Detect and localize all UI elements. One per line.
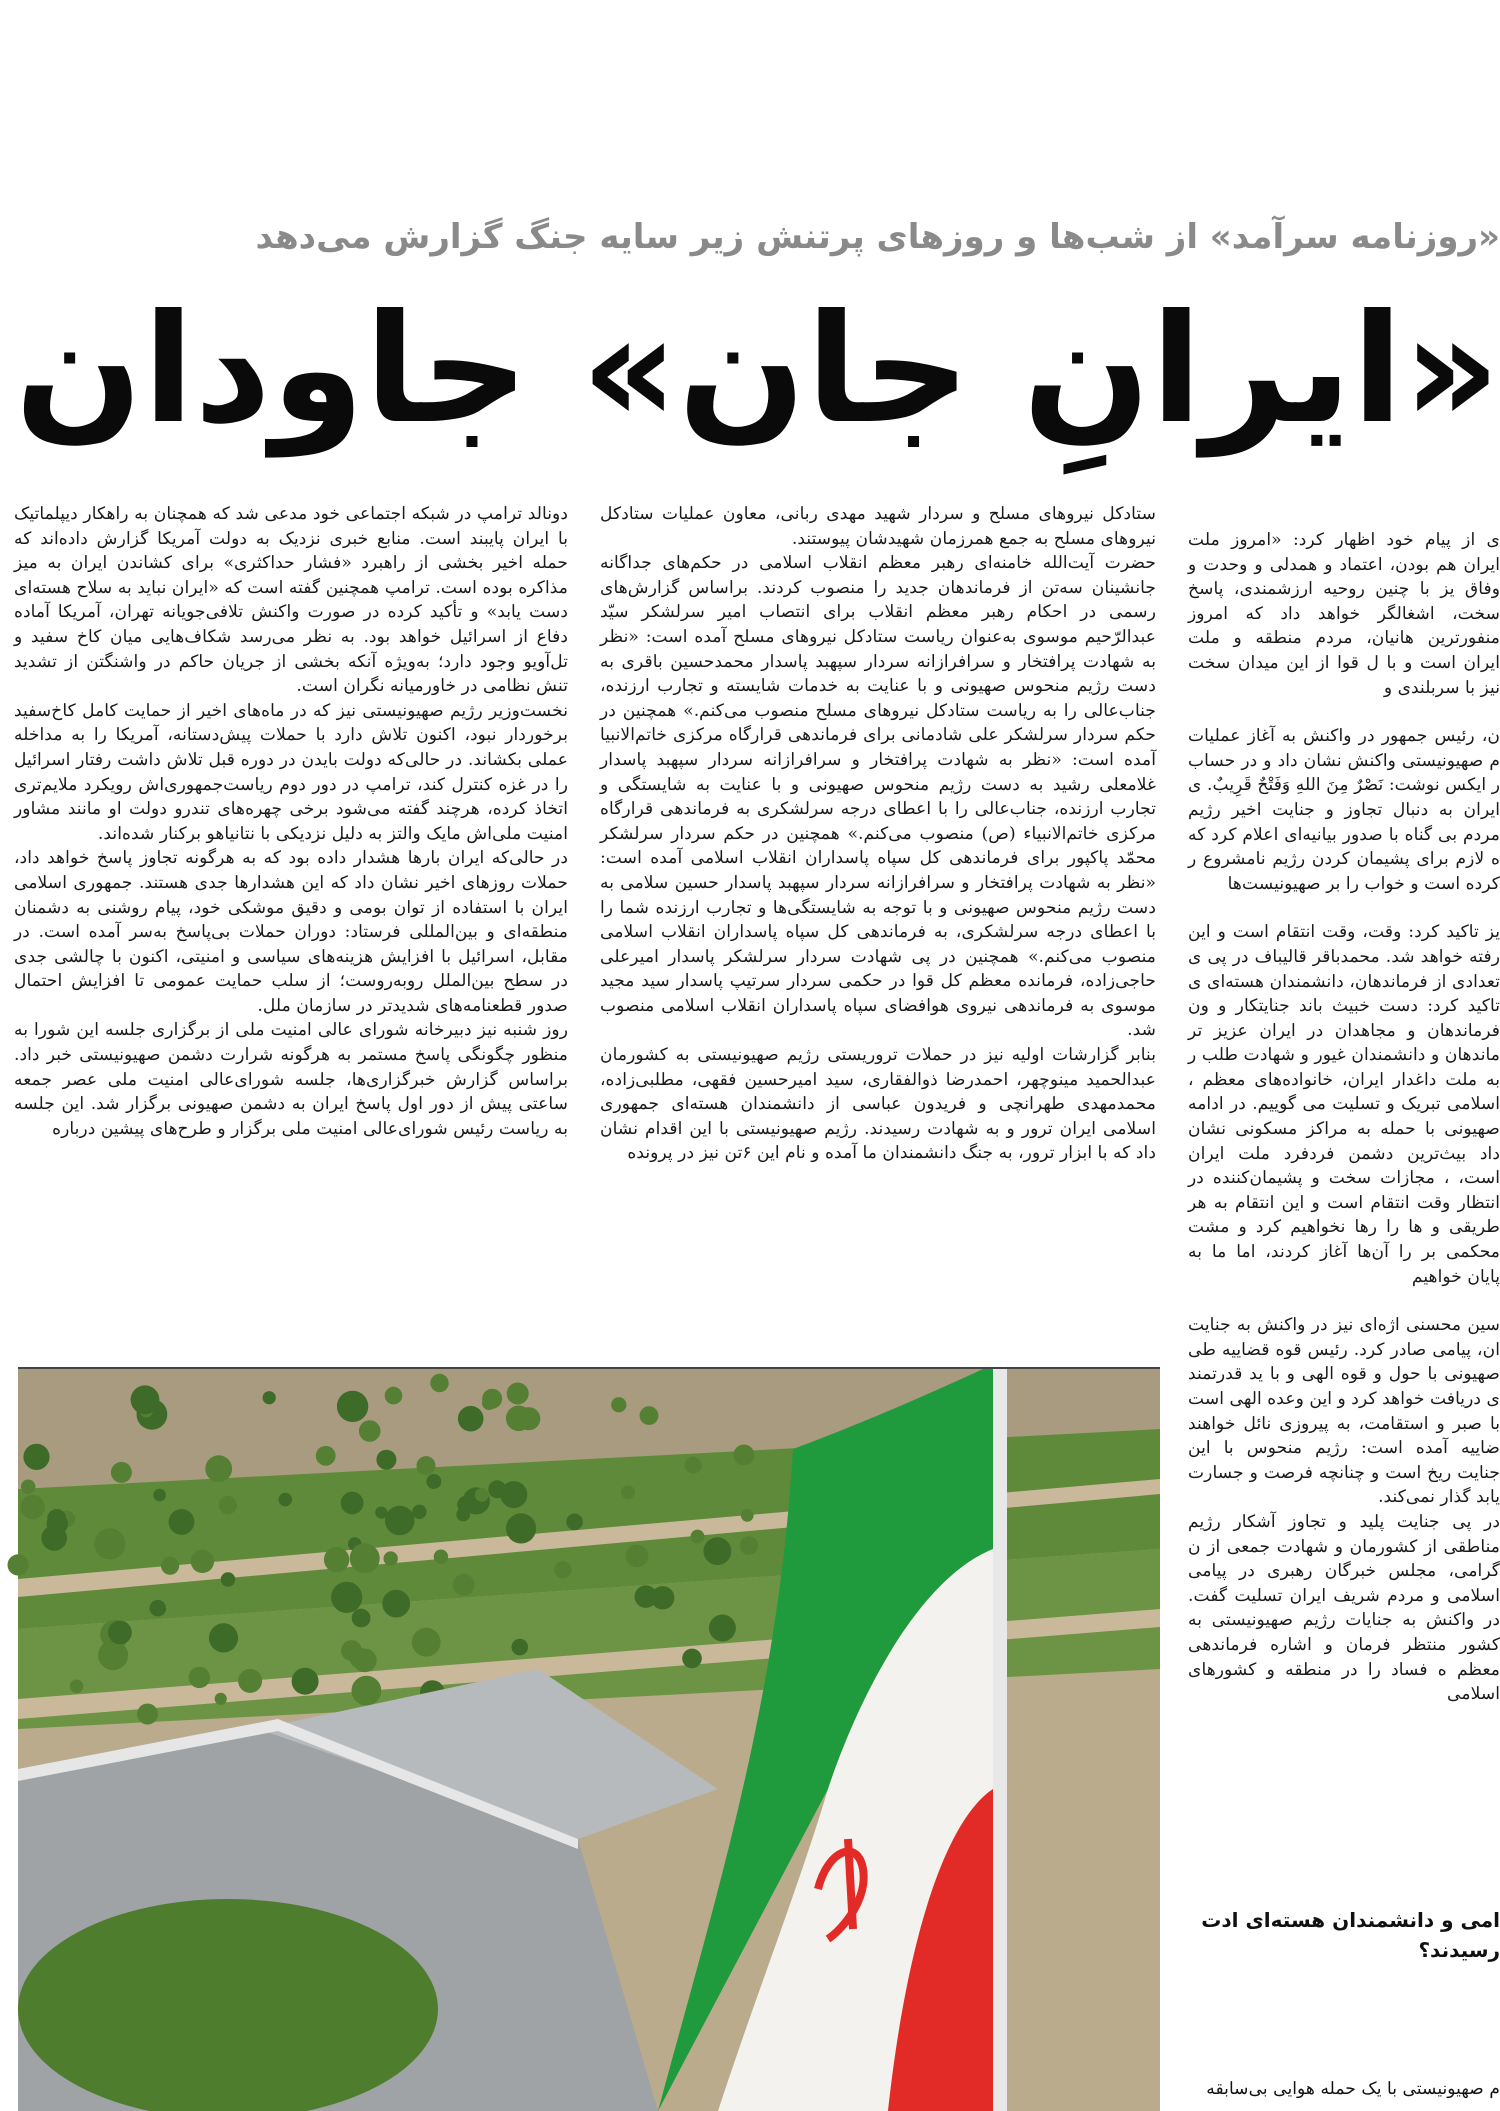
tree — [352, 1676, 382, 1706]
tree — [475, 1488, 489, 1502]
tree — [507, 1383, 529, 1405]
tree — [316, 1446, 336, 1466]
tree — [352, 1609, 371, 1628]
tree — [709, 1615, 736, 1642]
paragraph: نخست‌وزیر رژیم صهیونیستی نیز که در ماه‌های اخیر از حمایت کامل کاخ‌سفید برخوردار نبود، اکنون تلاش دارد با حملات پیش‌دستانه، آمریکا را به مداخله عملی بکشاند. در حالی‌که دولت بایدن در دوره قبل تلاش داشت رفتار اسرائیل را در غزه کنترل کند، ترامپ در دور دوم ریاست‌جمهوری‌اش رویکرد ملایم‌تری اتخاذ کرده، هرچند گفته می‌شود برخی چهره‌های تندرو دولت او مانند مشاور امنیت ملی‌اش مایک والتز به دلیل نزدیکی با نتانیاهو برکنار شده‌اند. — [14, 700, 568, 844]
tree — [359, 1420, 381, 1442]
tree — [385, 1506, 415, 1536]
paragraph: در حالی‌که ایران بارها هشدار داده بود که به هرگونه تجاوز پاسخ خواهد داد، حملات روزهای اخیر نشان داد که این هشدارها جدی هستند. جمهوری اسلامی ایران با استفاده از توان بومی و دقیق موشکی خود، پیام روشنی به دشمنان منطقه‌ای و بین‌المللی فرستاد: دوران حملات بی‌پاسخ به‌سر آمده است. در مقابل، اسرائیل با افزایش هزینه‌های سیاسی و امنیتی، اکنون با چالشی جدی در سطح بین‌الملل روبه‌روست؛ از سلب حمایت عمومی تا افزایش احتمال صدور قطعنامه‌های شدیدتر در سازمان ملل. — [14, 848, 568, 1016]
paragraph: ن، رئیس جمهور در واکنش به آغاز عملیات م صهیونیستی واکنش نشان داد و در حساب ر ایکس نوشت: نَصْرٌ مِنَ اللهِ وَفَتْحٌ قَرِیبٌ. ی ایران به دنبال تجاوز و جنایت اخیر رژیم مردم بی گناه با صدور بیانیه‌ای اعلام کرد که ه لازم برای پشیمان کردن رژیم نامشروع ر کرده است و خواب را بر صهیونیست‌ها — [1188, 726, 1500, 894]
tree — [691, 1530, 705, 1544]
tree — [8, 1554, 29, 1575]
tree — [385, 1387, 403, 1405]
tree — [131, 1385, 160, 1414]
tree — [734, 1445, 755, 1466]
tree — [430, 1374, 448, 1392]
tree — [651, 1586, 674, 1609]
tree — [161, 1557, 179, 1575]
tree — [23, 1444, 49, 1470]
tree — [215, 1693, 227, 1705]
tree — [337, 1391, 368, 1422]
tree — [263, 1391, 276, 1404]
tree — [94, 1528, 125, 1559]
tree — [169, 1509, 195, 1535]
tree — [279, 1493, 293, 1507]
tree — [382, 1590, 410, 1618]
tree — [512, 1639, 529, 1656]
tree — [20, 1495, 44, 1519]
tree — [412, 1505, 426, 1519]
tree — [458, 1406, 484, 1432]
tree — [488, 1480, 506, 1498]
tree — [611, 1397, 626, 1412]
tree — [456, 1508, 470, 1522]
tree — [47, 1509, 66, 1528]
paragraph: بنابر گزارشات اولیه نیز در حملات تروریستی رژیم صهیونیستی به کشورمان عبدالحمید مینوچهر، احمدرضا ذوالفقاری، سید امیرحسین فقهی، مطلبی‌زاده، محمدمهدی طهرانچی و فریدون عباسی از دانشمندان هسته‌ای جمهوری اسلامی ایران ترور و به شهادت رسیدند. رژیم صهیونیستی با این اقدام نشان داد که با ابزار ترور، به جنگ دانشمندان ما آمده و نام این ۶تن نیز در پرونده — [600, 1045, 1156, 1164]
article-column-left — [14, 502, 568, 1139]
flag-photo — [18, 1367, 1160, 2111]
paragraph: حضرت آیت‌الله خامنه‌ای رهبر معظم انقلاب اسلامی در حکم‌های جداگانه جانشینان سه‌تن از فرماندهان جدید را منصوب کردند. براساس گزارش‌های رسمی در احکام رهبر معظم انقلاب برای انتصاب امیر سرلشکر سیّد عبدالرّحیم موسوی به‌عنوان ریاست ستادکل نیروهای مسلح آمده است: «نظر به شهادت پرافتخار و سرافرازانه سردار سپهبد پاسدار محمدحسین باقری به دست رژیم منحوس صهیونی و با عنایت به خدمات شایسته و تجارب ارزنده، جناب‌عالی را به ریاست ستادکل نیروهای مسلح منصوب می‌کنم.» همچنین در حکم سردار سرلشکر علی شادمانی برای فرماندهی قرارگاه مرکزی خاتم‌الانبیا آمده است: «نظر به شهادت پرافتخار و سرافرازانه سردار سپهبد پاسدار غلامعلی رشید به دست رژیم منحوس صهیونی و با عنایت به شایستگی و تجارب ارزنده، جناب‌عالی را با اعطای درجه سرلشکری به فرماندهی قرارگاه مرکزی خاتم‌الانبیاء (ص) منصوب می‌کنم.» همچنین در حکم سردار سرلشکر محمّد پاکپور برای فرماندهی کل سپاه پاسداران انقلاب اسلامی آمده است: «نظر به شهادت پرافتخار و سرافرازانه سردار سپهبد پاسدار حسین سلامی به دست رژیم منحوس صهیونی و با توجه به شایستگی‌ها و تجارب ارزنده شما را با اعطای درجه سرلشکری، به فرماندهی کل سپاه پاسداران انقلاب اسلامی منصوب می‌کنم.» همچنین در پی شهادت سردار سرلشکر پاسدار امیرعلی حاجی‌زاده، فرمانده معظم کل قوا در حکمی سردار سرتیپ پاسدار سید مجید موسوی به فرماندهی نیروی هوافضای سپاه پاسداران انقلاب اسلامی منصوب شد. — [600, 553, 1156, 1041]
tree — [640, 1406, 659, 1425]
tree — [417, 1456, 436, 1475]
lawn — [18, 1899, 438, 2111]
tree — [205, 1455, 232, 1482]
tree — [137, 1704, 158, 1725]
paragraph: یز تاکید کرد: وقت، وقت انتقام است و این رفته خواهد شد. محمدباقر قالیباف در پی ی تعدادی از فرماندهان، دانشمندان هسته‌ای ی تاکید کرد: دست خبیث باند جنایتکار و ون فرماندهان و مجاهدان در ایران عزیز تر ماندهان و دانشمندان غیور و شهادت طلب ر به ملت داغدار ایران، خانواده‌های معظم ، اسلامی تبریک و تسلیت می گوییم. در ادامه صهیونی با حمله به مراکز مسکونی نشان داد بیث‌ترین دشمن فردفرد ملت ایران است، ، مجازات سخت و پشیمان‌کننده در انتظار وقت انتقام است و این انتقام به هر طریقی و ها را رها نخواهیم کرد و مشت محکمی بر را آن‌ها آغاز کردند، اما ما به پایان خواهیم — [1188, 922, 1500, 1287]
tree — [621, 1485, 635, 1499]
tree — [554, 1561, 571, 1578]
tree — [324, 1547, 349, 1572]
tree — [506, 1513, 536, 1543]
tree — [704, 1537, 732, 1565]
tree — [292, 1668, 319, 1695]
tree — [426, 1474, 441, 1489]
tree — [453, 1574, 475, 1596]
paragraph: سین محسنی اژه‌ای نیز در واکنش به جنایت ان، پیامی صادر کرد. رئیس قوه قضاییه طی صهیونی با حول و قوه الهی و با ید قدرتمند ی دریافت خواهد کرد و این وعده الهی است با صبر و استقامت، به پیروزی نائل خواهند ضاییه آمده است: رژیم منحوس با این جنایت ریخ است و چنانچه فرصت و جسارت یابد گذار نمی‌کند. — [1188, 1315, 1500, 1508]
tree — [153, 1489, 166, 1502]
article-headline: «ایرانِ جان» جاودان — [14, 283, 1500, 457]
tree — [21, 1480, 35, 1494]
tree — [741, 1509, 754, 1522]
tree — [189, 1667, 210, 1688]
flag-pole — [993, 1369, 1007, 2111]
paragraph: روز شنبه نیز دبیرخانه شورای عالی امنیت ملی از برگزاری جلسه این شورا به منظور چگونگی پاسخ مستمر به هرگونه شرارت دشمن صهیونیستی خبر داد. براساس گزارش خبرگزاری‌ها، جلسه شورای‌عالی امنیت ملی عصر جمعه ساعتی پیش از دور اول پاسخ ایران به دشمن صهیونی برگزار شد. این جلسه به ریاست رئیس شورای‌عالی امنیت ملی برگزار و طرح‌های پیشین درباره — [14, 1020, 568, 1139]
tree — [506, 1406, 532, 1432]
tree — [219, 1496, 237, 1514]
tree — [221, 1572, 236, 1587]
tree — [108, 1621, 132, 1645]
tree — [682, 1649, 702, 1669]
tree — [111, 1462, 132, 1483]
tree — [740, 1536, 759, 1555]
tree — [626, 1545, 649, 1568]
tree — [150, 1600, 167, 1617]
tree — [566, 1514, 583, 1531]
tree — [209, 1623, 238, 1652]
article-column-middle — [600, 502, 1156, 1164]
tree — [350, 1543, 380, 1573]
section-subhead: امی و دانشمندان هسته‌ای ادت رسیدند؟ — [1201, 1908, 1500, 1962]
tree — [341, 1492, 364, 1515]
tree — [412, 1628, 441, 1657]
tree — [70, 1680, 84, 1694]
subhead-body-line: م صهیونیستی با یک حمله هوایی بی‌سابقه — [1206, 2079, 1500, 2099]
tree — [191, 1550, 214, 1573]
paragraph: در پی جنایت پلید و تجاوز آشکار رژیم مناطقی از کشورمان و شهادت جمعی از ن گرامی، مجلس خبرگان رهبری در پیامی اسلامی و مردم شریف ایران تسلیت گفت. در واکنش به جنایات رژیم صهیونیستی به کشور منتظر فرمان و اشاره فرماندهی معظم ه فساد را در منطقه و کشورهای اسلامی — [1188, 1511, 1500, 1705]
paragraph: دونالد ترامپ در شبکه اجتماعی خود مدعی شد که همچنان به راهکار دیپلماتیک با ایران پایبند است. منابع خبری نزدیک به دولت آمریکا گزارش داده‌اند که حمله اخیر بخشی از راهبرد «فشار حداکثری» برای کشاندن ایران به میز مذاکره بوده است. ترامپ همچنین گفته است که «ایران نباید به سلاح هسته‌ای دست یابد» و تأکید کرده در صورت واکنش تلافی‌جویانه تهران، آمریکا آماده دفاع از اسرائیل خواهد بود. به نظر می‌رسد شکاف‌هایی میان کاخ سفید و تل‌آویو وجود دارد؛ به‌ویژه آنکه بخشی از جریان حاکم در واشنگتن از تشدید تنش نظامی در خاورمیانه نگران است. — [14, 504, 568, 697]
flag-photo-illustration — [18, 1369, 1160, 2111]
tree — [238, 1669, 262, 1693]
tree — [350, 1648, 371, 1669]
article-kicker: «روزنامه سرآمد» از شب‌ها و روزهای پرتنش زیر سایه جنگ گزارش می‌دهد — [255, 217, 1500, 257]
tree — [434, 1550, 448, 1564]
tree — [384, 1551, 398, 1565]
tree — [685, 1457, 702, 1474]
paragraph: ستادکل نیروهای مسلح و سردار شهید مهدی ربانی، معاون عملیات ستادکل نیروهای مسلح به جمع همرزمان شهیدشان پیوستند. — [600, 504, 1156, 549]
paragraph: ی از پیام خود اظهار کرد: «امروز ملت ایران هم بودن، اعتماد و همدلی و وحدت و وفاق یز با چنین روحیه ارزشمندی، پاسخ سخت، اشغالگر خواهد داد که امروز منفورترین هانیان، مردم منطقه و ملت ایران است و با ل قوا از این میدان سخت نیز با سربلندی و — [1188, 530, 1500, 698]
tree — [482, 1396, 496, 1410]
article-column-right — [1188, 528, 1500, 1958]
tree — [331, 1582, 362, 1613]
tree — [376, 1450, 396, 1470]
